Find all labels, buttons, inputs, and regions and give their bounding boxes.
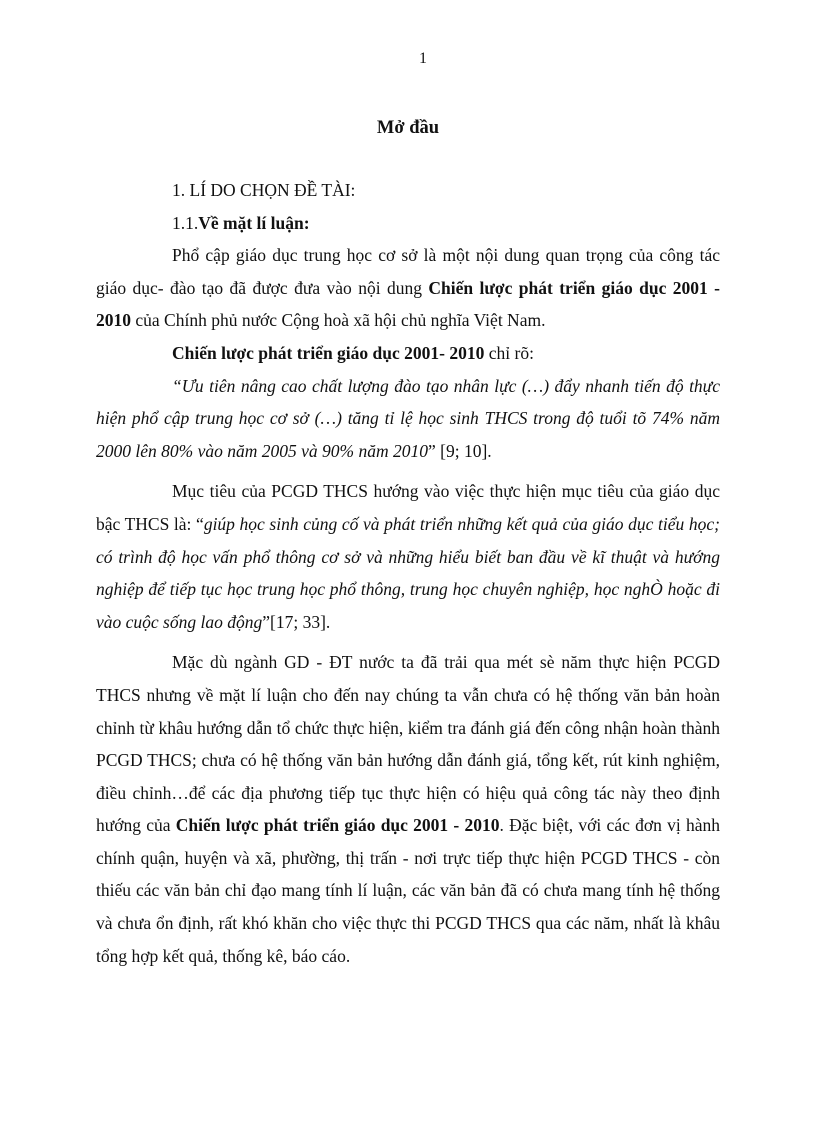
subsection-heading [96, 207, 720, 240]
p1-text-c: của Chính phủ nước Cộng hoà xã hội chủ nghĩa Việt Nam. [131, 310, 546, 331]
p5-text-c: . Đặc biệt, với các đơn vị hành chính quận, huyện và xã, phường, thị trấn - nơi trực tiếp thực hiện PCGD THCS - còn thiếu các văn bản chỉ đạo mang tính lí luận, các văn bản đã có chưa mang tính hệ thống và chưa ổn định, rất khó khăn cho việc thực thi PCGD THCS qua các năm, nhất là khâu tổng hợp kết quả, thống kê, báo cáo. [96, 815, 720, 966]
p5-strategy-title: Chiến lược phát triển giáo dục 2001 - 2010 [175, 815, 500, 836]
page-title: Mở đầu [376, 118, 440, 138]
paragraph-5 [96, 646, 720, 972]
p2-text-b: chỉ rõ: [484, 342, 534, 363]
p2-strategy-title: Chiến lược phát triển giáo dục 2001- 2010 [172, 342, 485, 363]
quote-citation: ” [9; 10]. [427, 440, 492, 461]
p4-quote-text: giúp học sinh củng cố và phát triển những kết quả của giáo dục tiểu học; có trình độ học vấn phổ thông cơ sở và những hiểu biết ban đầu về kĩ thuật và hướng nghiệp để tiếp tục học trung học phổ thông, trung học chuyên nghiệp, học nghÒ hoặc đi vào cuộc sống lao động [96, 513, 720, 632]
quote-text: “Ưu tiên nâng cao chất lượng đào tạo nhân lực (…) đẩy nhanh tiến độ thực hiện phổ cập trung học cơ sở (…) tăng tỉ lệ học sinh THCS trong độ tuổi tõ 74% năm 2000 lên 80% vào năm 2005 và 90% năm 2010 [96, 375, 720, 461]
p5-text-a: Mặc dù ngành GD - ĐT nước ta đã trải qua mét sè năm thực hiện PCGD THCS nhưng về mặt lí luận cho đến nay chúng ta vẫn chưa có hệ thống văn bản hoàn chỉnh từ khâu hướng dẫn tổ chức thực hiện, kiểm tra đánh giá đến công nhận hoàn thành PCGD THCS; chưa có hệ thống văn bản hướng dẫn đánh giá, tổng kết, rút kinh nghiệm, điều chỉnh…để các địa phương tiếp tục thực hiện có hiệu quả công tác này theo định hướng của [96, 652, 720, 836]
subsection-number: 1.1. [172, 212, 199, 233]
section-heading: 1. LÍ DO CHỌN ĐỀ TÀI: [172, 180, 356, 200]
subsection-title: Về mặt lí luận: [198, 212, 310, 233]
document-body [96, 174, 720, 972]
quote-paragraph [96, 370, 720, 468]
p1-strategy-title: Chiến lược phát triển giáo dục 2001 - 2010 [96, 277, 720, 331]
p4-text-a: Mục tiêu của PCGD THCS hướng vào việc thực hiện mục tiêu của giáo dục bậc THCS là: “ [96, 481, 720, 534]
p1-text-a: Phổ cập giáo dục trung học cơ sở là một nội dung quan trọng của công tác giáo dục- đào tạo đã được đưa vào nội dung [96, 245, 720, 298]
paragraph-2 [96, 337, 720, 370]
paragraph-4 [96, 475, 720, 638]
paragraph-1 [96, 239, 720, 337]
p4-citation: ”[17; 33]. [262, 611, 331, 632]
page-number: 1 [419, 50, 427, 67]
